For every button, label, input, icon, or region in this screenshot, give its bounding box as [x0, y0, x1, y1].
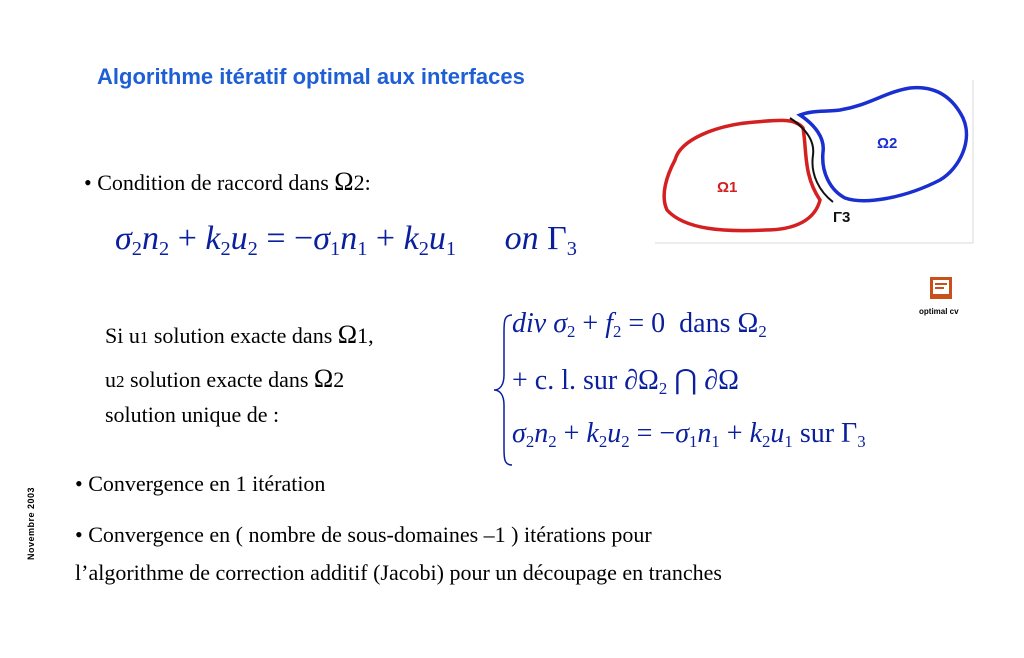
domain-diagram — [655, 80, 975, 245]
bullet-convergence-2-line2: l’algorithme de correction additif (Jacobi) pour un découpage en tranches — [75, 560, 722, 585]
condition-text: • Condition de raccord dans — [84, 170, 335, 195]
gamma-symbol: Γ — [547, 220, 567, 257]
condition-line — [84, 167, 371, 197]
omega1-label: Ω1 — [717, 179, 738, 196]
omega1-boundary — [664, 120, 820, 230]
slide-title: Algorithme itératif optimal aux interfaces — [97, 64, 525, 89]
presentation-file-icon[interactable] — [929, 276, 953, 300]
icon-label: optimal cv — [919, 307, 959, 316]
gamma3-label: Γ3 — [833, 209, 851, 226]
si-line-1: Si u1 solution exacte dans Ω1, — [105, 320, 374, 349]
system-row-3: $\sigma_2n_2 + k_2u_2 = -\sigma_1n_1 + k_2u_1$ sur $\Gamma_3$ — [512, 418, 866, 452]
system-row-2: + c. l. sur $\partial\Omega_2$ ⋂ ∂Ω — [512, 365, 739, 399]
si-line-2: u2 solution exacte dans Ω2 — [105, 364, 345, 393]
gamma-sub: 3 — [566, 238, 577, 261]
si-line-3: solution unique de : — [105, 402, 280, 427]
omega2-label: Ω2 — [877, 135, 898, 152]
condition-omega: Ω — [334, 167, 354, 196]
bullet-convergence-1: • Convergence en 1 itération — [75, 471, 326, 496]
main-equation: $\sigma_2n_2 + k_2u_2 = -\sigma_1n_1 + k_2u_1$ on $\Gamma_3$ — [115, 220, 577, 261]
interface-gamma3 — [790, 118, 833, 202]
bullet-convergence-2-line1: • Convergence en ( nombre de sous-domaines –1 ) itérations pour — [75, 522, 652, 547]
on-word: on — [504, 220, 539, 257]
system-row-1: div $\sigma_2 + f_2 = 0$ dans $\Omega_2$ — [512, 308, 767, 342]
side-date-label: Novembre 2003 — [26, 486, 36, 560]
condition-suffix: 2: — [353, 170, 371, 195]
